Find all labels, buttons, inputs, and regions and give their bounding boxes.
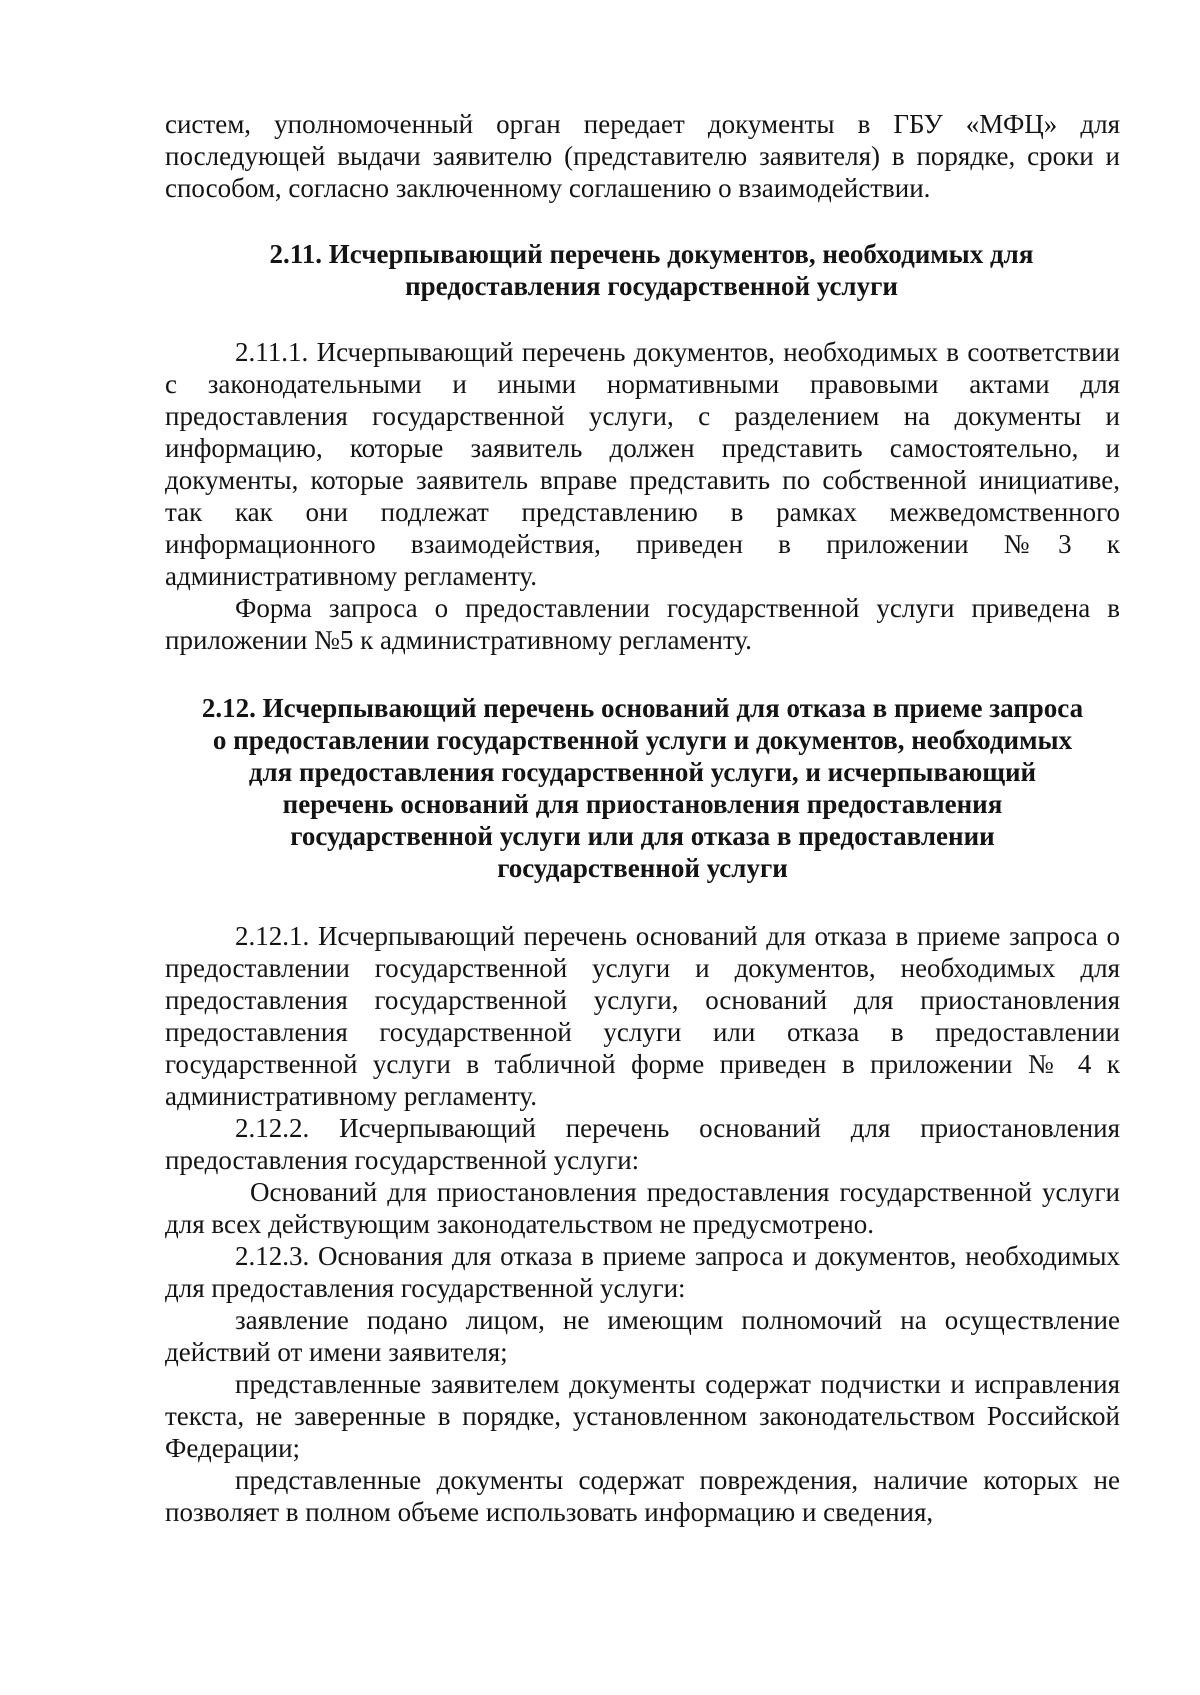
paragraph-2-12-1: 2.12.1. Исчерпывающий перечень оснований для отказа в приеме запроса о предоставлении государственной услуги и документов, необходимых для предоставления государственной услуги, оснований для приостановления предоставления государственной услуги или отказа в предоставлении государственной услуги в табличной форме приведен в приложении № 4 к административному регламенту. [165,921,1120,1111]
paragraph-form-request: Форма запроса о предоставлении государственной услуги приведена в приложении №5 к административному регламенту. [165,593,1120,655]
heading-line: 2.12. Исчерпывающий перечень оснований для отказа в приеме запроса [201,693,1084,723]
section-2-11-heading [165,238,1120,302]
section-2-12-heading [165,692,1120,884]
paragraph-2-11-1: 2.11.1. Исчерпывающий перечень документов, необходимых в соответствии с законодательными и иными нормативными правовыми актами для предоставления государственной услуги, с разделением на документы и информацию, которые заявитель должен представить самостоятельно, и документы, которые заявитель вправе представить по собственной инициативе, так как они подлежат представлению в рамках межведомственного информационного взаимодействия, приведен в приложении №3 к административному регламенту. [165,337,1120,591]
paragraph-refusal-reason-2: представленные заявителем документы содержат подчистки и исправления текста, не заверенные в порядке, установленном законодательством Российской Федерации; [165,1369,1120,1463]
heading-line: 2.11. Исчерпывающий перечень документов, необходимых для [269,239,1034,269]
heading-line: государственной услуги или для отказа в предоставлении [290,821,995,851]
paragraph-refusal-reason-3: представленные документы содержат повреждения, наличие которых не позволяет в полном объеме использовать информацию и сведения, [165,1465,1120,1527]
heading-line: перечень оснований для приостановления предоставления [282,789,1003,819]
paragraph-2-12-2: 2.12.2. Исчерпывающий перечень оснований для приостановления предоставления государственной услуги: [165,1113,1120,1175]
heading-line: для предоставления государственной услуги, и исчерпывающий [248,757,1037,787]
heading-line: предоставления государственной услуги [405,271,898,301]
document-page [165,108,1120,1528]
heading-line: государственной услуги [497,853,788,883]
heading-line: о предоставлении государственной услуги и документов, необходимых [212,725,1073,755]
paragraph-refusal-reason-1: заявление подано лицом, не имеющим полномочий на осуществление действий от имени заявителя; [165,1305,1120,1367]
paragraph-no-suspension: Оснований для приостановления предоставления государственной услуги для всех действующим законодательством не предусмотрено. [165,1177,1120,1239]
paragraph-2-12-3: 2.12.3. Основания для отказа в приеме запроса и документов, необходимых для предоставления государственной услуги: [165,1241,1120,1303]
intro-paragraph: систем, уполномоченный орган передает документы в ГБУ «МФЦ» для последующей выдачи заявителю (представителю заявителя) в порядке, сроки и способом, согласно заключенному соглашению о взаимодействии. [165,109,1120,203]
